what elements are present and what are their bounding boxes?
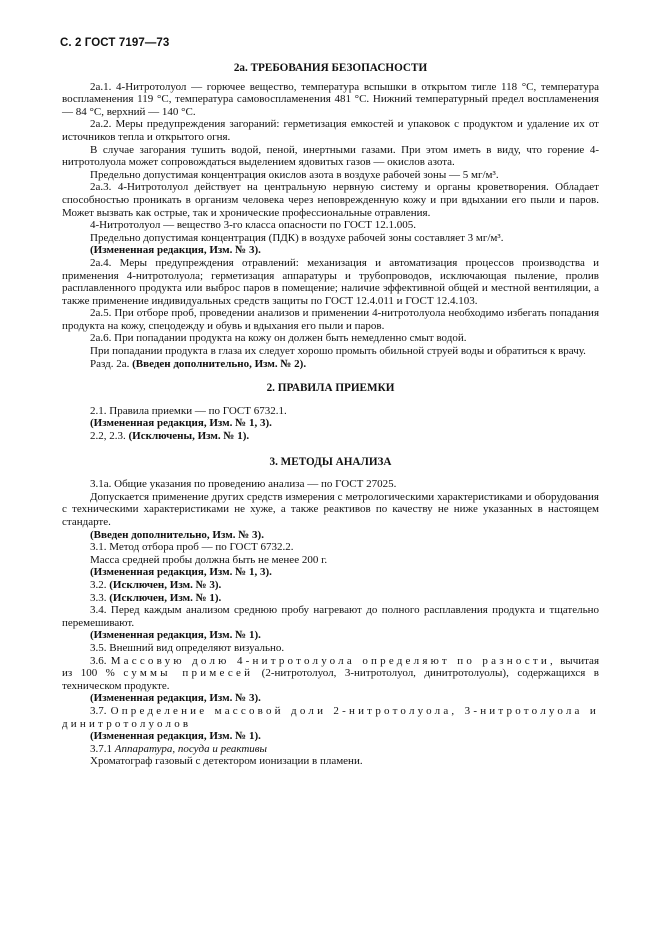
paragraph: 2а.1. 4-Нитротолуол — горючее вещество, температура вспышки в открытом тигле 118 °С, температура воспламенения 119 °С, температура самовоспламенения 481 °С. Нижний температурный предел воспламенения — 84 °С, верхний — 140 °С. (62, 80, 599, 118)
amendment-note: (Введен дополнительно, Изм. № 2). (132, 357, 307, 370)
paragraph: Предельно допустимая концентрация окислов азота в воздухе рабочей зоны — 5 мг/м³. (90, 168, 499, 181)
clause-number: 2.2, 2.3. (90, 430, 126, 443)
paragraph: 3.1. Метод отбора проб — по ГОСТ 6732.2. (90, 541, 294, 554)
clause-number: 3.2. (90, 578, 107, 591)
document-body (62, 62, 599, 768)
paragraph: Допускается применение других средств измерения с метрологическими характеристиками и оборудования с техническими характеристиками не хуже, а также реактивов по качеству не ниже указанных в настоящем стандарте. (62, 490, 599, 528)
section-note-label: Разд. 2а. (90, 357, 130, 370)
amendment-note: (Измененная редакция, Изм. № 1). (90, 730, 261, 743)
paragraph: При попадании продукта в глаза их следует хорошо промыть обильной струей воды и обратиться к врачу. (90, 345, 586, 358)
paragraph: 4-Нитротолуол — вещество 3-го класса опасности по ГОСТ 12.1.005. (90, 219, 416, 232)
section-heading-methods: 3. МЕТОДЫ АНАЛИЗА (269, 455, 392, 468)
paragraph: 2а.3. 4-Нитротолуол действует на центральную нервную систему и органы кроветворения. Обладает способностью проникать в организм человека через неповрежденную кожу и при вдыхании его пыли и паров. Может вызвать как острые, так и хронические профессиональные отравления. (62, 181, 599, 219)
clause-number: 3.6. (90, 654, 107, 667)
paragraph: 3.1а. Общие указания по проведению анализа — по ГОСТ 27025. (90, 478, 397, 491)
paragraph (62, 743, 599, 756)
paragraph: 3.5. Внешний вид определяют визуально. (90, 641, 285, 654)
paragraph: Хроматограф газовый с детектором ионизации в пламени. (90, 755, 363, 768)
text-run: вычитая из 100 % (62, 654, 600, 680)
spaced-emphasis: суммы примесей (123, 667, 254, 680)
paragraph: 2а.4. Меры предупреждения отравлений: механизация и автоматизация процессов производства и применения 4-нитротолуола; герметизация аппаратуры и трубопроводов, исключающая пыление, пролив расплавленного продукта или выброс паров в помещение; наличие эффективной общей и местной вентиляции, а также применение индивидуальных средств защиты по ГОСТ 12.4.011 и ГОСТ 12.4.103. (62, 256, 599, 307)
clause-number: 3.7.1 (90, 742, 112, 755)
page-header: С. 2 ГОСТ 7197—73 (60, 37, 170, 49)
paragraph: В случае загорания тушить водой, пеной, инертными газами. При этом иметь в виду, что горение 4-нитротолуола может сопровождаться выделением ядовитых газов — окислов азота. (62, 143, 599, 169)
paragraph (62, 579, 599, 592)
paragraph: Предельно допустимая концентрация (ПДК) в воздухе рабочей зоны составляет 3 мг/м³. (90, 231, 504, 244)
clause-number: 3.7. (90, 704, 107, 717)
paragraph: 3.4. Перед каждым анализом среднюю пробу нагревают до полного расплавления продукта и тщательно перемешивают. (62, 604, 599, 629)
text-run: (2-нитротолуол, 3-нитротолуол, динитротолуолы), содержащихся в техническом продукте. (62, 667, 600, 692)
paragraph (62, 430, 599, 443)
paragraph: 2а.2. Меры предупреждения загораний: герметизация емкостей и упаковок с продуктом и удаление их от источников тепла и открытого огня. (62, 118, 599, 143)
amendment-note: (Исключены, Изм. № 1). (128, 430, 250, 443)
amendment-note: (Введен дополнительно, Изм. № 3). (90, 528, 264, 541)
subsection-title: Аппаратура, посуда и реактивы (114, 742, 268, 755)
amendment-note: (Измененная редакция, Изм. № 1, 3). (90, 566, 272, 579)
amendment-note: (Измененная редакция, Изм. № 1, 3). (90, 417, 272, 430)
amendment-note: (Измененная редакция, Изм. № 1). (90, 629, 261, 642)
amendment-note: (Измененная редакция, Изм. № 3). (90, 692, 261, 705)
spaced-emphasis: Массовую долю 4-нитротолуола определяют по разности, (110, 654, 556, 667)
section-note (62, 358, 599, 371)
amendment-note: (Исключен, Изм. № 3). (109, 578, 222, 591)
paragraph: 2.1. Правила приемки — по ГОСТ 6732.1. (90, 404, 287, 417)
amendment-note: (Измененная редакция, Изм. № 3). (90, 244, 261, 257)
section-heading-safety: 2а. ТРЕБОВАНИЯ БЕЗОПАСНОСТИ (233, 62, 428, 74)
paragraph (62, 592, 599, 605)
amendment-note: (Исключен, Изм. № 1). (109, 591, 222, 604)
section-heading-acceptance: 2. ПРАВИЛА ПРИЕМКИ (266, 382, 395, 395)
paragraph: 2а.5. При отборе проб, проведении анализов и применении 4-нитротолуола необходимо избегать попадания продукта на кожу, спецодежду и обувь и вдыхания его пыли и паров. (62, 307, 599, 332)
clause-number: 3.3. (90, 591, 107, 604)
paragraph (62, 655, 599, 693)
paragraph: 2а.6. При попадании продукта на кожу он должен быть немедленно смыт водой. (90, 332, 467, 345)
spaced-emphasis: Определение массовой доли 2-нитротолуола, 3-нитротолуола и динитротолуолов (62, 704, 600, 730)
paragraph (62, 705, 599, 730)
paragraph: Масса средней пробы должна быть не менее 200 г. (90, 553, 328, 566)
